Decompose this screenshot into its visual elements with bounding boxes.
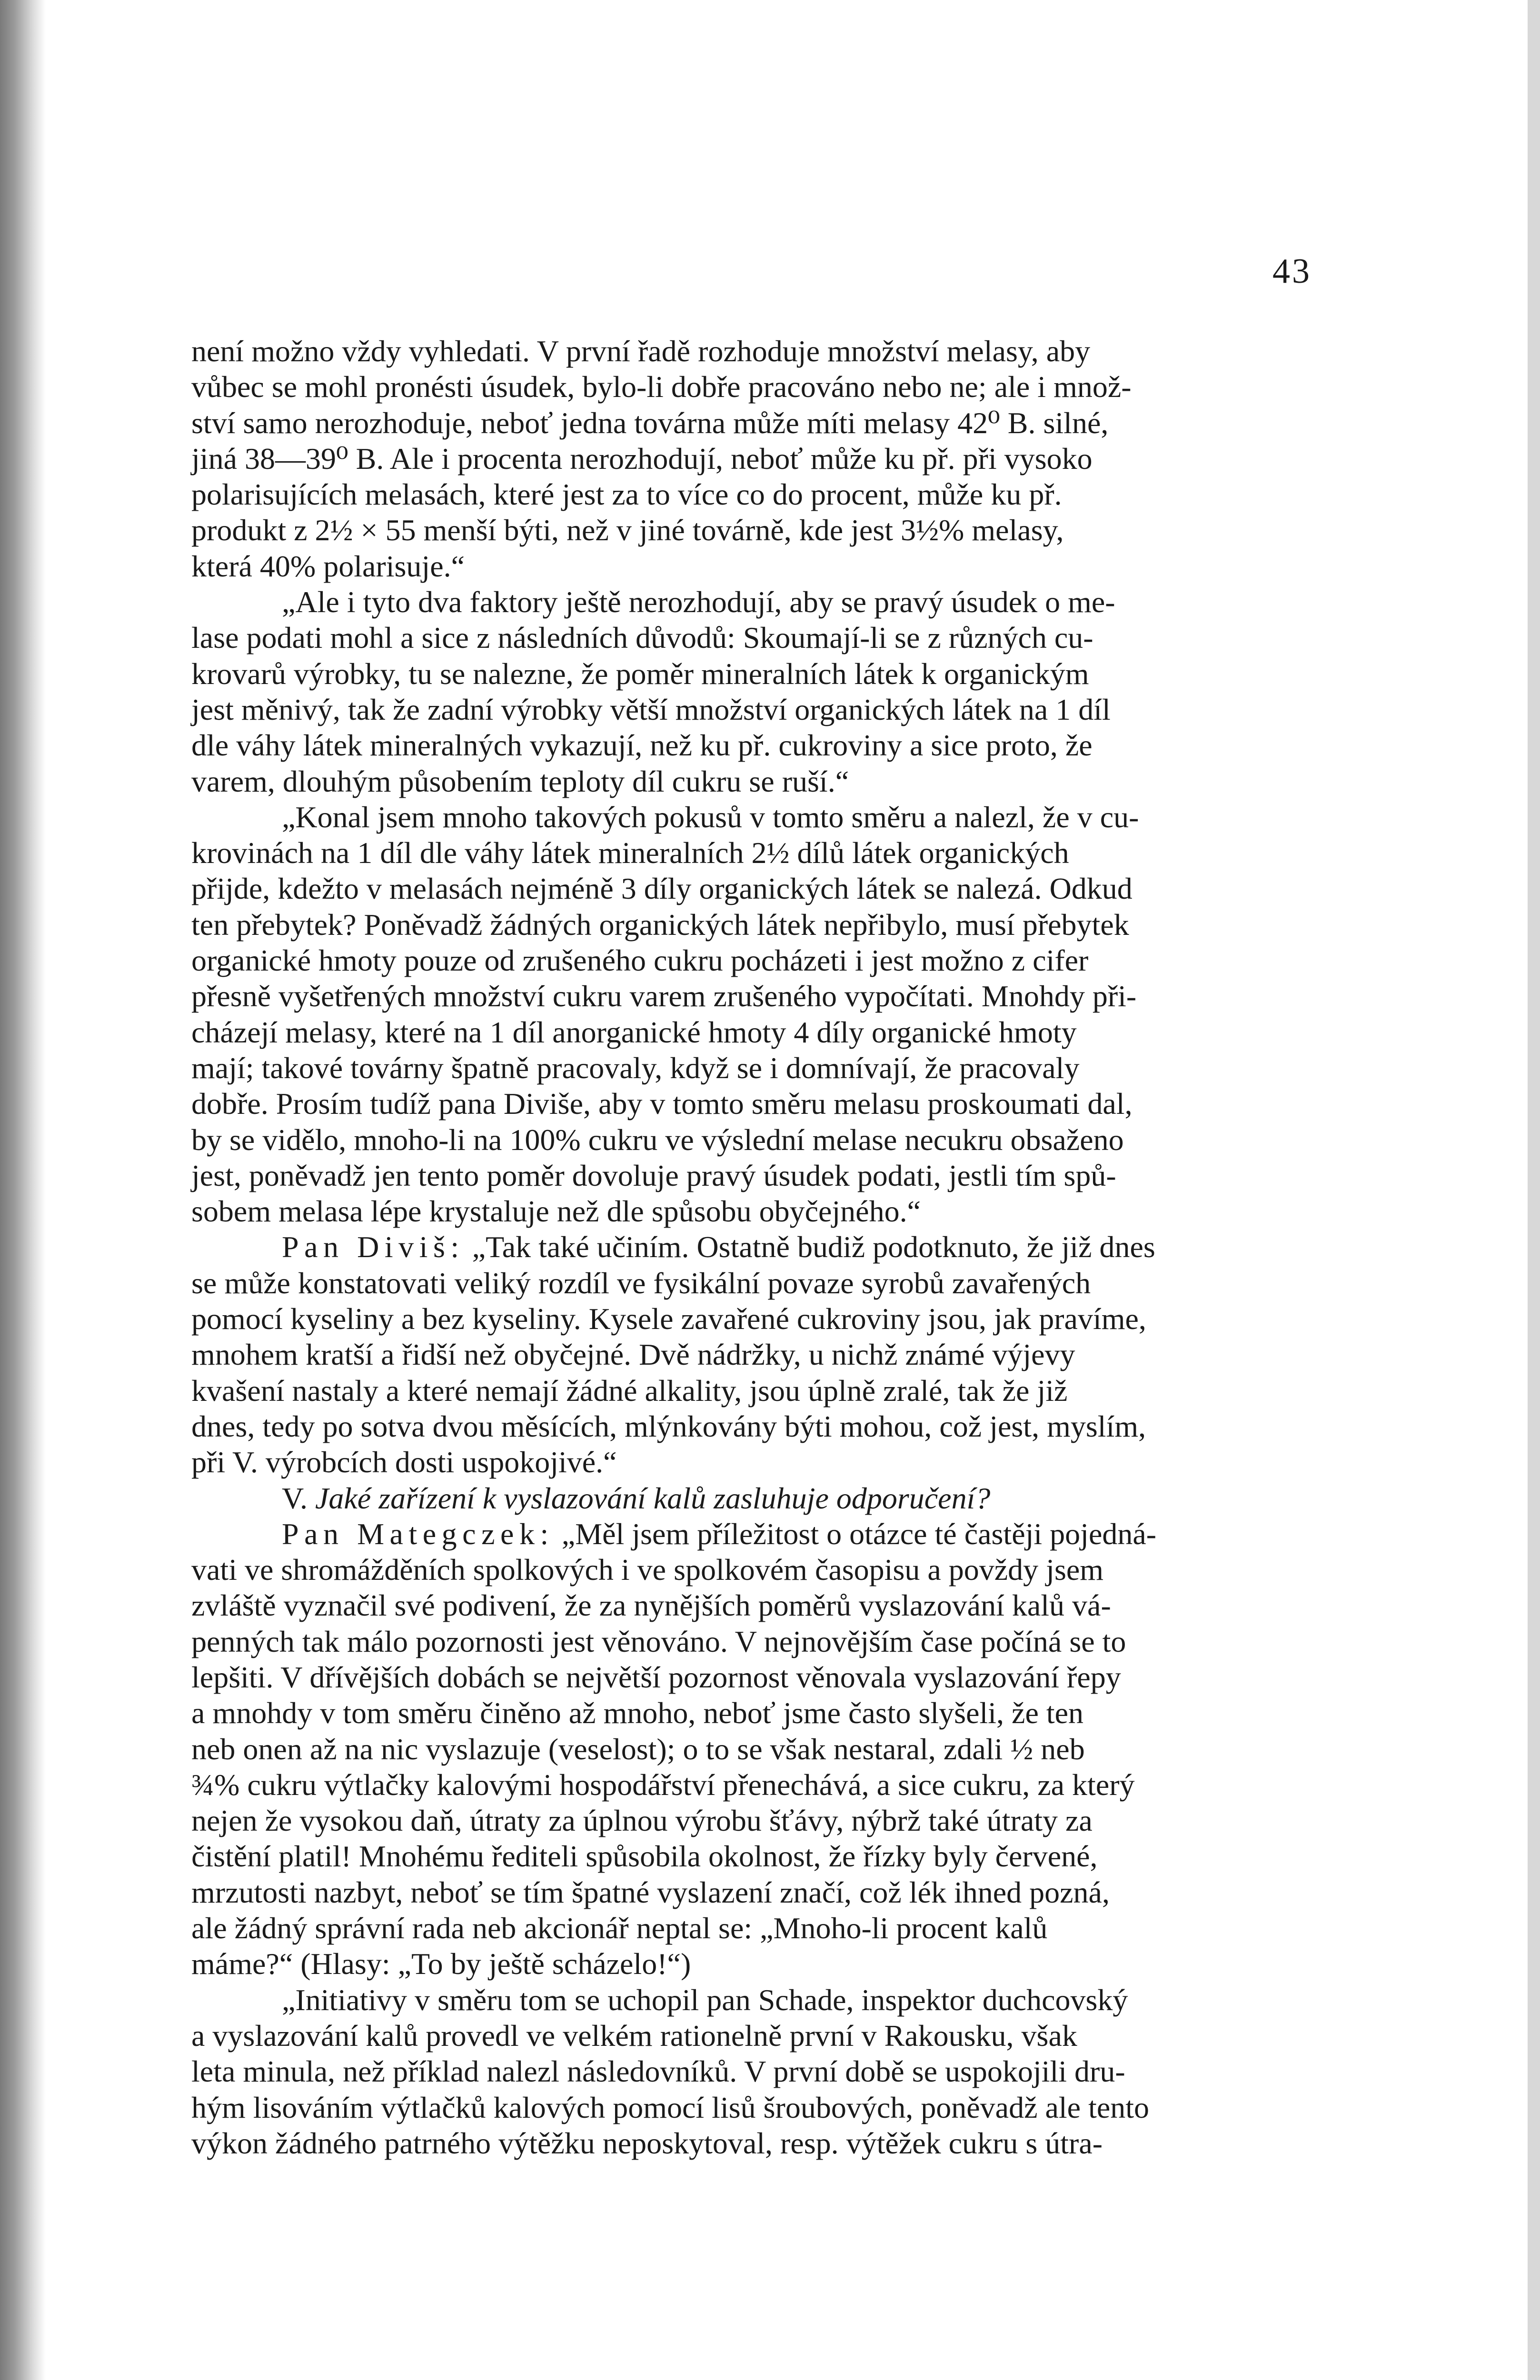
text-line: by se vidělo, mnoho-li na 100% cukru ve výslední melase necukru obsaženo	[191, 1122, 1124, 1157]
paragraph-3	[191, 799, 1308, 1230]
text-line: dnes, tedy po sotva dvou měsících, mlýnkovány býti mohou, což jest, myslím,	[191, 1409, 1146, 1443]
paragraph-2	[191, 584, 1308, 799]
text-line: která 40% polarisuje.“	[191, 549, 465, 583]
text-line: a mnohdy v tom směru činěno až mnoho, neboť jsme často slyšeli, že ten	[191, 1696, 1084, 1730]
text-line: výkon žádného patrného výtěžku neposkytoval, resp. výtěžek cukru s útra-	[191, 2126, 1103, 2160]
text-line: ¾% cukru výtlačky kalovými hospodářství přenechává, a sice cukru, za který	[191, 1767, 1135, 1802]
heading-number: V.	[282, 1481, 308, 1515]
text-line: ten přebytek? Poněvadž žádných organických látek nepřibylo, musí přebytek	[191, 907, 1129, 942]
text-line: „Initiativy v směru tom se uchopil pan Schade, inspektor duchcovský	[282, 1983, 1128, 2017]
text-line: dobře. Prosím tudíž pana Diviše, aby v tomto směru melasu proskoumati dal,	[191, 1087, 1133, 1121]
text-line: přijde, kdežto v melasách nejméně 3 díly organických látek se nalezá. Odkud	[191, 872, 1133, 906]
text-line: „Měl jsem příležitost o otázce té častěji pojedná-	[554, 1517, 1157, 1551]
text-line: lase podati mohl a sice z následních důvodů: Skoumají-li se z různých cu-	[191, 621, 1093, 655]
text-line: ale žádný správní rada neb akcionář neptal se: „Mnoho-li procent kalů	[191, 1911, 1048, 1945]
text-line: při V. výrobcích dosti uspokojivé.“	[191, 1445, 617, 1479]
text-line: jiná 38—39⁰ B. Ale i procenta nerozhodují, neboť může ku př. při vysoko	[191, 441, 1093, 476]
text-line: jest, poněvadž jen tento poměr dovoluje pravý úsudek podati, jestli tím spů-	[191, 1158, 1116, 1192]
text-line: vůbec se mohl pronésti úsudek, bylo-li dobře pracováno nebo ne; ale i množ-	[191, 370, 1132, 404]
text-line: krovarů výrobky, tu se nalezne, že poměr mineralních látek k organickým	[191, 656, 1089, 691]
text-line: mnohem kratší a řidší než obyčejné. Dvě nádržky, u nichž známé výjevy	[191, 1338, 1075, 1372]
text-line: varem, dlouhým působením teploty díl cukru se ruší.“	[191, 764, 849, 798]
section-heading	[191, 1480, 1308, 1516]
text-line: mají; takové továrny špatně pracovaly, když se i domnívají, že pracovaly	[191, 1051, 1080, 1085]
text-line: a vyslazování kalů provedl ve velkém rationelně první v Rakousku, však	[191, 2018, 1077, 2053]
text-line: krovinách na 1 díl dle váhy látek mineralních 2½ dílů látek organických	[191, 836, 1069, 870]
scan-left-margin-shadow	[0, 0, 46, 2380]
speaker-name: Pan Diviš:	[282, 1230, 465, 1264]
text-line: není možno vždy vyhledati. V první řadě rozhoduje množství melasy, aby	[191, 334, 1091, 368]
page-number: 43	[1272, 252, 1311, 291]
text-line: lepšiti. V dřívějších dobách se největší pozornost věnovala vyslazování řepy	[191, 1660, 1121, 1694]
text-line: přesně vyšetřených množství cukru varem zrušeného vypočítati. Mnohdy při-	[191, 979, 1137, 1013]
paragraph-divis	[191, 1229, 1308, 1480]
text-line: dle váhy látek mineralných vykazují, než ku př. cukroviny a sice proto, že	[191, 728, 1093, 763]
text-line: vati ve shromážděních spolkových i ve spolkovém časopisu a povždy jsem	[191, 1553, 1104, 1587]
paragraph-1	[191, 333, 1308, 584]
text-line: organické hmoty pouze od zrušeného cukru pocházeti i jest možno z cifer	[191, 943, 1089, 978]
text-line: pomocí kyseliny a bez kyseliny. Kysele zavařené cukroviny jsou, jak pravíme,	[191, 1302, 1146, 1336]
speaker-name: Pan Mategczek:	[282, 1517, 554, 1551]
text-line: čistění platil! Mnohému řediteli spůsobila okolnost, že řízky byly červené,	[191, 1839, 1098, 1874]
text-line: „Ale i tyto dva faktory ještě nerozhodují, aby se pravý úsudek o me-	[282, 585, 1115, 619]
text-line: produkt z 2½ × 55 menší býti, než v jiné továrně, kde jest 3½% melasy,	[191, 513, 1064, 547]
text-line: polarisujících melasách, které jest za to více co do procent, může ku př.	[191, 477, 1062, 512]
scan-right-margin	[1528, 0, 1540, 2380]
text-line: „Konal jsem mnoho takových pokusů v tomto směru a nalezl, že v cu-	[282, 800, 1139, 834]
paragraph-mategczek	[191, 1516, 1308, 1982]
text-line: hým lisováním výtlačků kalových pomocí lisů šroubových, poněvadž ale tento	[191, 2090, 1150, 2124]
text-line: leta minula, než příklad nalezl následovníků. V první době se uspokojili dru-	[191, 2054, 1125, 2089]
text-line: se může konstatovati veliký rozdíl ve fysikální povaze syrobů zavařených	[191, 1266, 1091, 1300]
text-line: neb onen až na nic vyslazuje (veselost); o to se však nestaral, zdali ½ neb	[191, 1732, 1085, 1766]
text-line: mrzutosti nazbyt, neboť se tím špatné vyslazení značí, což lék ihned pozná,	[191, 1875, 1110, 1909]
heading-question: Jaké zařízení k vyslazování kalů zasluhuje odporučení?	[315, 1481, 991, 1515]
text-line: „Tak také učiním. Ostatně budiž podotknuto, že již dnes	[464, 1230, 1155, 1264]
text-line: sobem melasa lépe krystaluje než dle spůsobu obyčejného.“	[191, 1194, 921, 1229]
text-line: penných tak málo pozornosti jest věnováno. V nejnovějším čase počíná se to	[191, 1624, 1126, 1658]
text-line: ství samo nerozhoduje, neboť jedna továrna může míti melasy 42⁰ B. silné,	[191, 406, 1109, 440]
body-text	[191, 333, 1308, 2161]
text-line: máme?“ (Hlasy: „To by ještě scházelo!“)	[191, 1947, 691, 1981]
text-line: nejen že vysokou daň, útraty za úplnou výrobu šťávy, nýbrž také útraty za	[191, 1804, 1093, 1838]
text-line: cházejí melasy, které na 1 díl anorganické hmoty 4 díly organické hmoty	[191, 1015, 1077, 1049]
text-line: kvašení nastaly a které nemají žádné alkality, jsou úplně zralé, tak že již	[191, 1373, 1068, 1408]
text-line: zvláště vyznačil své podivení, že za nynějších poměrů vyslazování kalů vá-	[191, 1588, 1111, 1623]
paragraph-last	[191, 1982, 1308, 2161]
text-line: jest měnivý, tak že zadní výrobky větší množství organických látek na 1 díl	[191, 692, 1111, 726]
